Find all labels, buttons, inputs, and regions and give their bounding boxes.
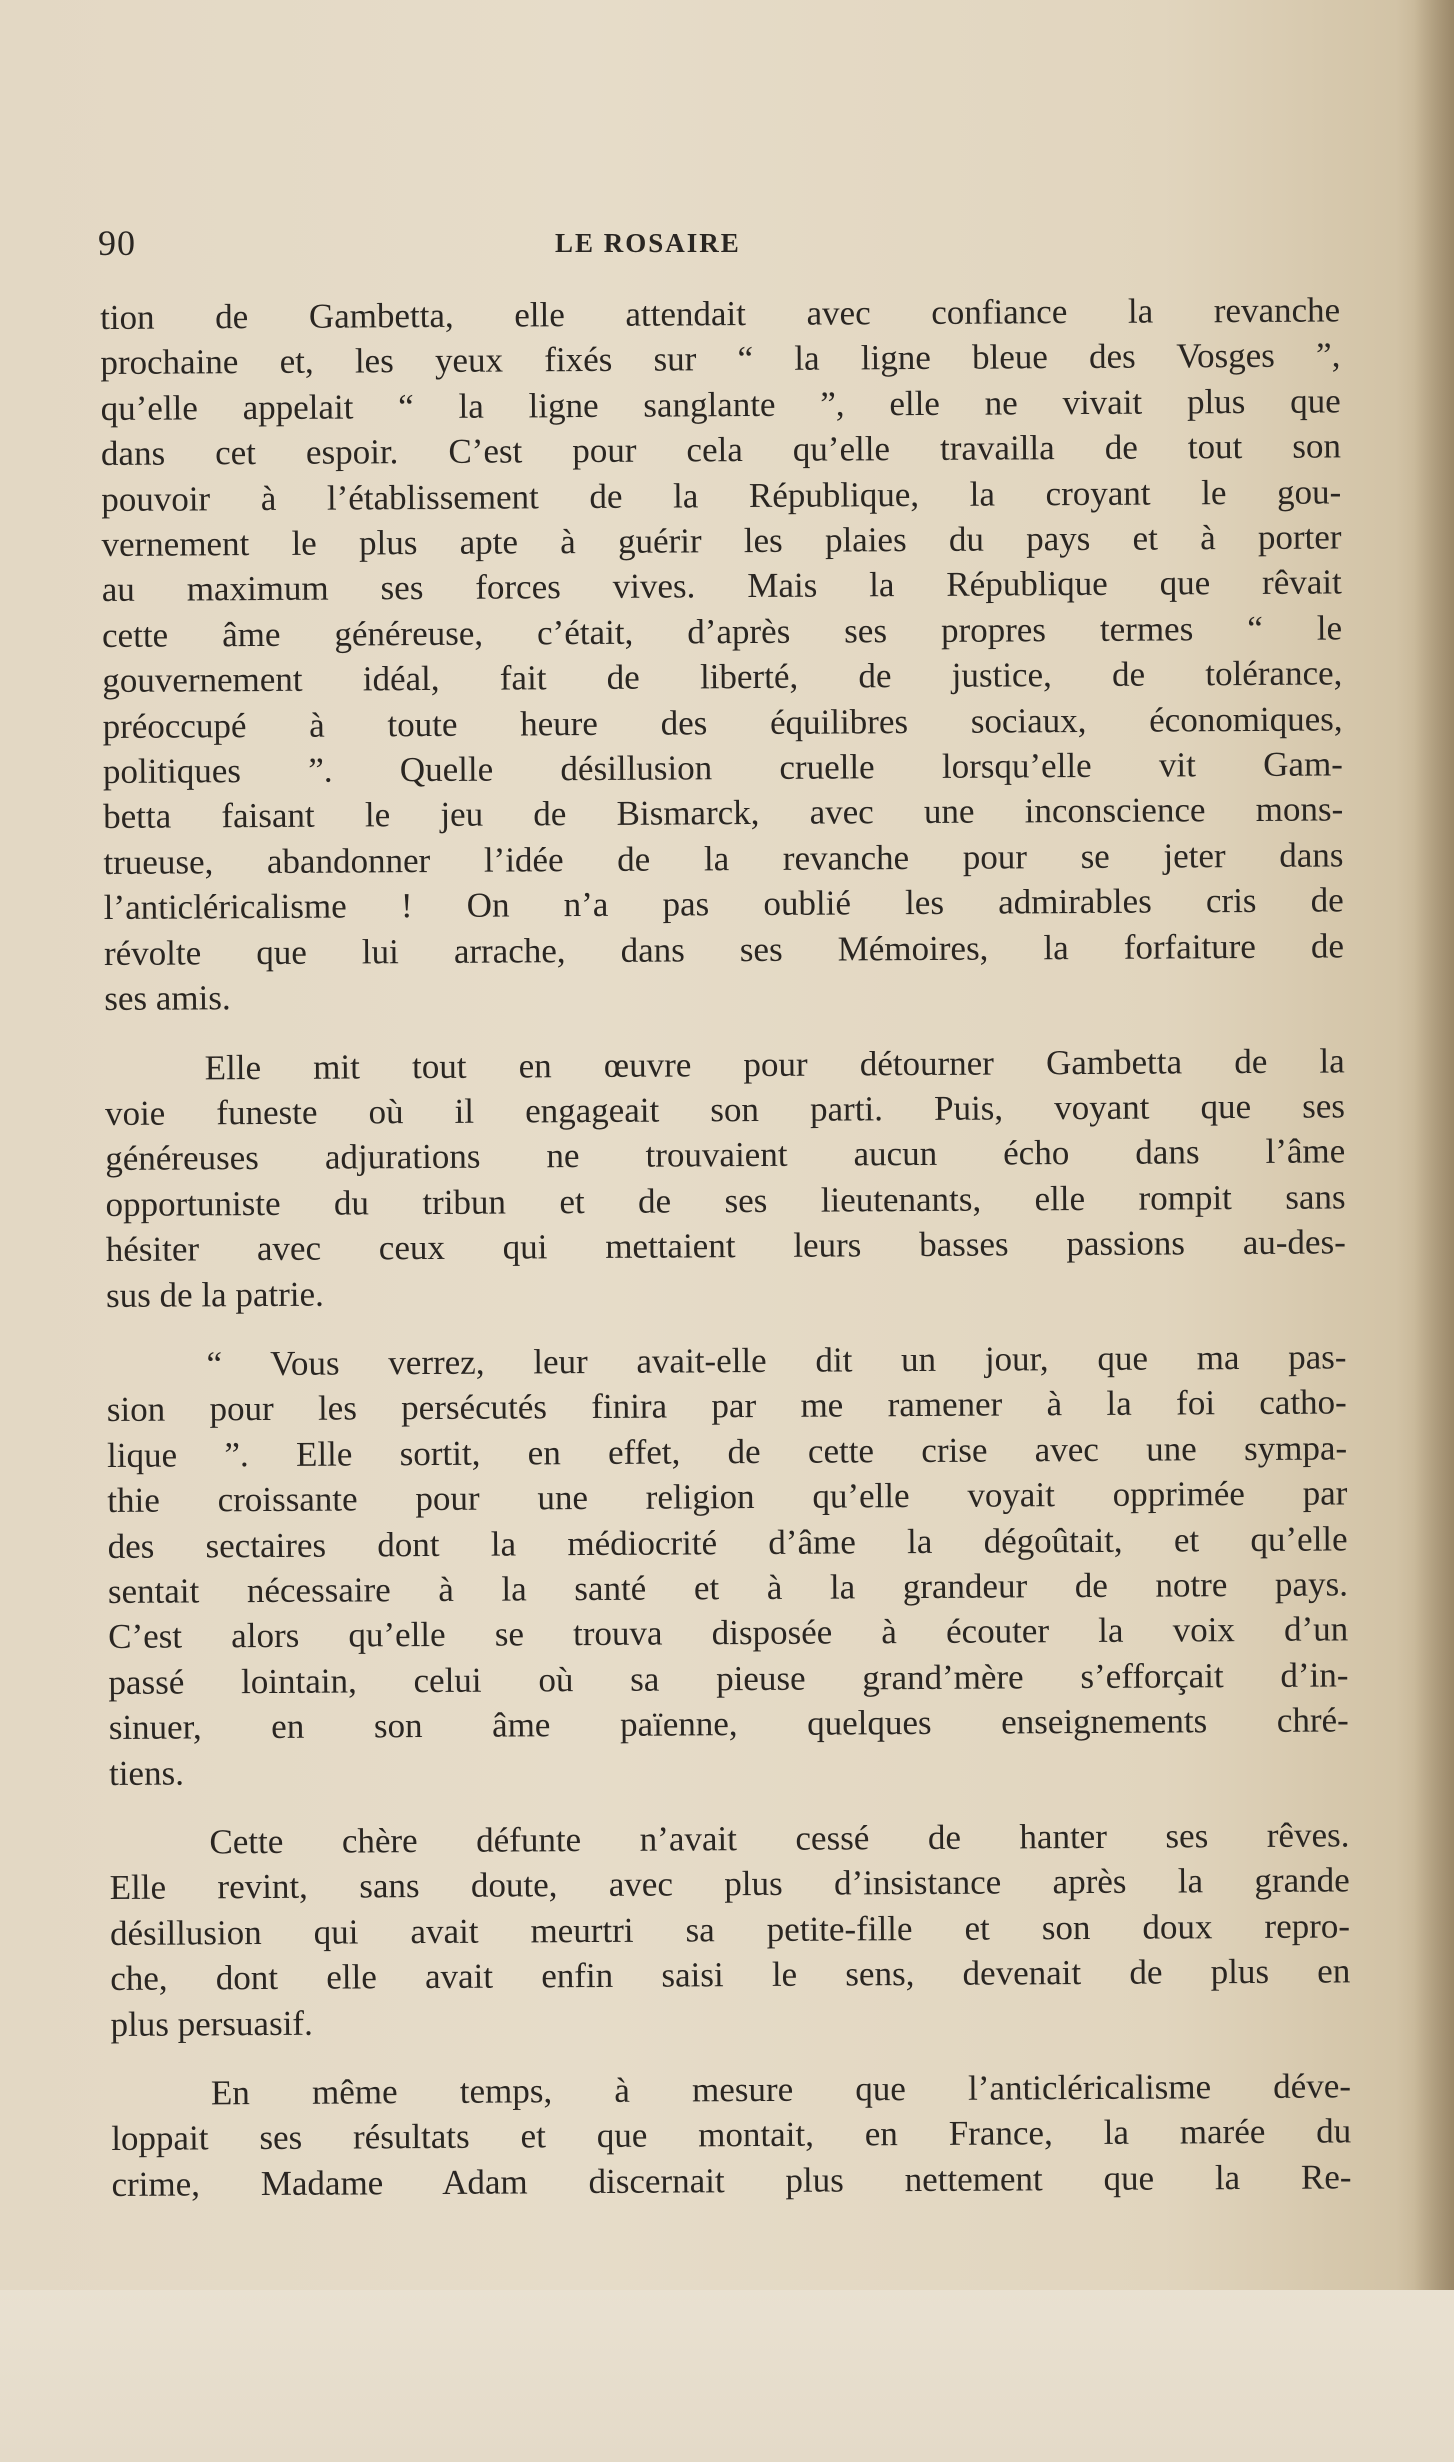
text-line: ses amis.	[104, 978, 231, 1019]
paragraph	[105, 1038, 1347, 1318]
text-line: gouvernement idéal, fait de liberté, de justice, de tolérance,	[102, 653, 1343, 701]
text-line: des sectaires dont la médiocrité d’âme la dégoûtait, et qu’elle	[107, 1518, 1348, 1566]
text-line: hésiter avec ceux qui mettaient leurs basses passions au-des-	[105, 1222, 1346, 1270]
text-line: prochaine et, les yeux fixés sur “ la ligne bleue des Vosges ”,	[100, 335, 1341, 383]
text-line: lique ”. Elle sortit, en effet, de cette crise avec une sympa-	[106, 1428, 1348, 1475]
paragraph	[100, 287, 1344, 1021]
text-line: sinuer, en son âme païenne, quelques enseignements chré-	[108, 1700, 1349, 1748]
page-number: 90	[98, 223, 136, 263]
text-line: sion pour les persécutés finira par me ramener à la foi catho-	[106, 1382, 1347, 1430]
text-line: au maximum ses forces vives. Mais la République que rêvait	[101, 562, 1342, 610]
body-text	[100, 287, 1352, 2207]
text-line: pouvoir à l’établissement de la République, la croyant le gou-	[101, 472, 1342, 519]
text-line: passé lointain, celui où sa pieuse grand’mère s’efforçait d’in-	[108, 1655, 1349, 1702]
text-line: tiens.	[108, 1753, 185, 1793]
text-line: C’est alors qu’elle se trouva disposée à écouter la voix d’un	[108, 1609, 1349, 1657]
page-edge-shadow	[1414, 0, 1454, 2462]
text-line: opportuniste du tribun et de ses lieutenants, elle rompit sans	[105, 1177, 1346, 1224]
text-line: “ Vous verrez, leur avait-elle dit un jour, que ma pas-	[206, 1337, 1347, 1384]
text-line: sentait nécessaire à la santé et à la grandeur de notre pays.	[107, 1564, 1349, 1611]
text-line: thie croissante pour une religion qu’elle voyait opprimée par	[107, 1473, 1348, 1521]
text-line: Elle mit tout en œuvre pour détourner Gambetta de la	[204, 1040, 1345, 1087]
paragraph	[111, 2063, 1352, 2207]
text-line: cette âme généreuse, c’était, d’après ses propres termes “ le	[101, 608, 1343, 655]
running-title: LE ROSAIRE	[555, 228, 741, 258]
paragraph	[106, 1334, 1349, 1796]
text-line: plus persuasif.	[110, 2003, 313, 2044]
text-line: tion de Gambetta, elle attendait avec confiance la revanche	[100, 290, 1341, 337]
text-line: généreuses adjurations ne trouvaient aucun écho dans l’âme	[105, 1131, 1346, 1179]
text-line: trueuse, abandonner l’idée de la revanche pour se jeter dans	[103, 835, 1344, 882]
text-line: l’anticléricalisme ! On n’a pas oublié les admirables cris de	[103, 880, 1344, 928]
text-line: révolte que lui arrache, dans ses Mémoires, la forfaiture de	[103, 926, 1345, 973]
text-line: qu’elle appelait “ la ligne sanglante ”, elle ne vivait plus que	[100, 381, 1341, 428]
text-line: sus de la patrie.	[105, 1274, 324, 1315]
paragraph	[109, 1812, 1350, 2047]
text-line: crime, Madame Adam discernait plus nettement que la Re-	[111, 2157, 1352, 2204]
text-line: En même temps, à mesure que l’anticléricalisme déve-	[210, 2066, 1352, 2113]
text-line: Cette chère défunte n’avait cessé de hanter ses rêves.	[209, 1815, 1350, 1862]
text-line: voie funeste où il engageait son parti. Puis, voyant que ses	[104, 1086, 1346, 1133]
text-line: Elle revint, sans doute, avec plus d’insistance après la grande	[109, 1860, 1350, 1908]
text-line: désillusion qui avait meurtri sa petite-fille et son doux repro-	[109, 1906, 1351, 1953]
text-line: che, dont elle avait enfin saisi le sens, devenait de plus en	[110, 1951, 1351, 1999]
text-line: politiques ”. Quelle désillusion cruelle lorsqu’elle vit Gam-	[102, 744, 1344, 792]
text-line: préoccupé à toute heure des équilibres sociaux, économiques,	[102, 699, 1343, 746]
text-line: loppait ses résultats et que montait, en France, la marée du	[111, 2111, 1352, 2159]
text-line: dans cet espoir. C’est pour cela qu’elle travailla de tout son	[100, 426, 1342, 474]
page-header	[0, 218, 1454, 268]
text-line: vernement le plus apte à guérir les plaies du pays et à porter	[101, 517, 1342, 565]
text-line: betta faisant le jeu de Bismarck, avec une inconscience mons-	[103, 789, 1344, 837]
scan-bottom-margin	[0, 2290, 1454, 2462]
